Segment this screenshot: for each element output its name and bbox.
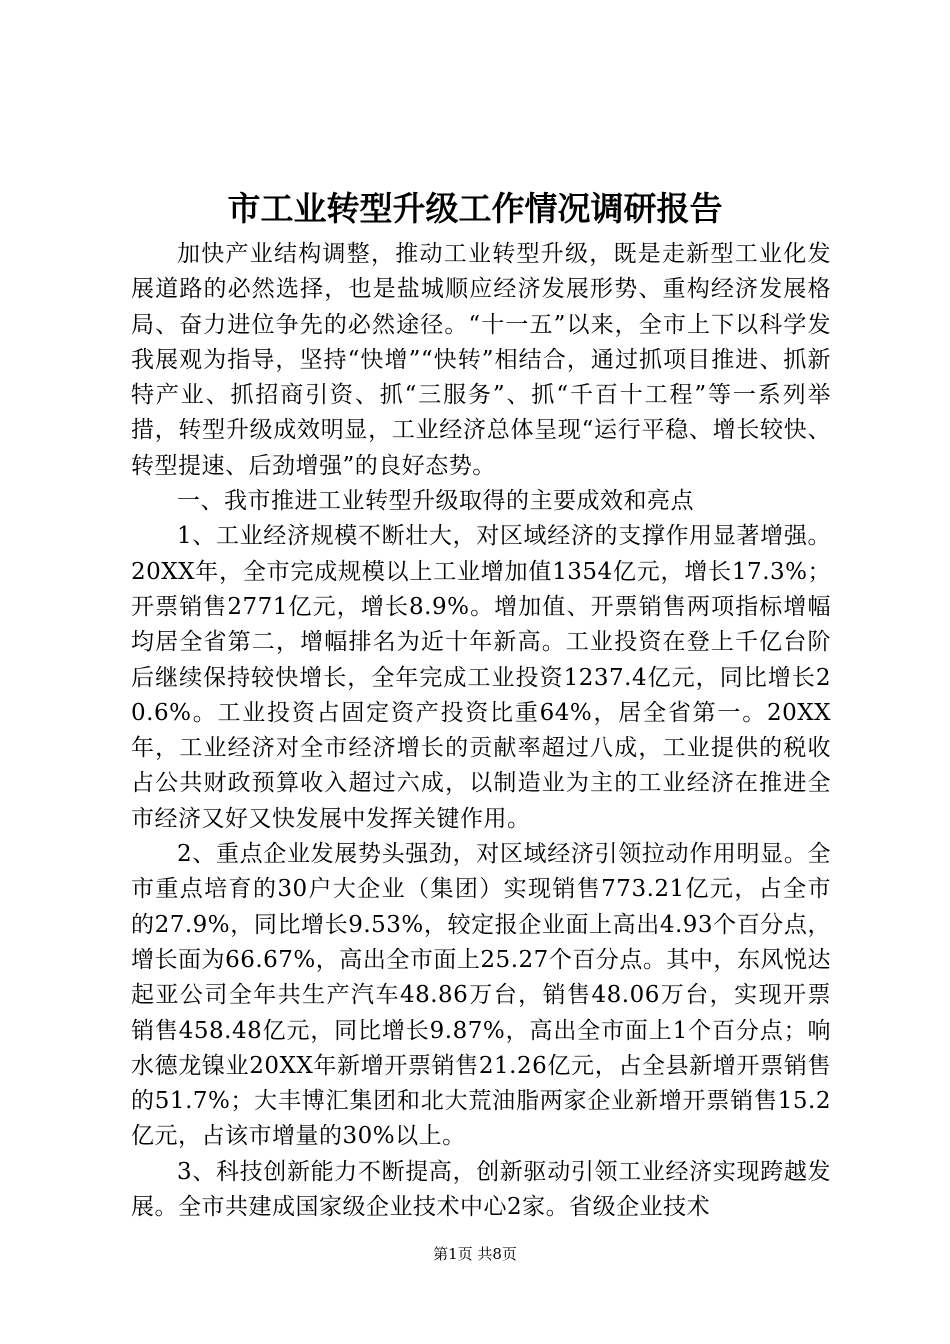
paragraph-item-1: 1、工业经济规模不断壮大，对区域经济的支撑作用显著增强。20XX年，全市完成规模以上工业增加值1354亿元，增长17.3%；开票销售2771亿元，增长8.9%。增加值、开票销售两项指标增幅均居全省第二，增幅排名为近十年新高。工业投资在登上千亿台阶后继续保持较快增长，全年完成工业投资1237.4亿元，同比增长20.6%。工业投资占固定资产投资比重64%，居全省第一。20XX年，工业经济对全市经济增长的贡献率超过八成，工业提供的税收占公共财政预算收入超过六成，以制造业为主的工业经济在推进全市经济又好又快发展中发挥关键作用。 [131, 523, 831, 832]
document-title: 市工业转型升级工作情况调研报告 [227, 189, 723, 228]
document-body [131, 237, 831, 1225]
page-footer: 第1页 共8页 [433, 1245, 517, 1263]
section-heading-1: 一、我市推进工业转型升级取得的主要成效和亮点 [177, 488, 694, 515]
paragraph-intro: 加快产业结构调整，推动工业转型升级，既是走新型工业化发展道路的必然选择，也是盐城顺应经济发展形势、重构经济发展格局、奋力进位争先的必然途径。“十一五”以来，全市上下以科学发我展观为指导，坚持“快增”“快转”相结合，通过抓项目推进、抓新特产业、抓招商引资、抓“三服务”、抓“千百十工程”等一系列举措，转型升级成效明显，工业经济总体呈现“运行平稳、增长较快、转型提速、后劲增强”的良好态势。 [131, 241, 831, 479]
paragraph-item-2: 2、重点企业发展势头强劲，对区域经济引领拉动作用明显。全市重点培育的30户大企业（集团）实现销售773.21亿元，占全市的27.9%，同比增长9.53%，较定报企业面上高出4.93个百分点，增长面为66.67%，高出全市面上25.27个百分点。其中，东风悦达起亚公司全年共生产汽车48.86万台，销售48.06万台，实现开票销售458.48亿元，同比增长9.87%，高出全市面上1个百分点；响水德龙镍业20XX年新增开票销售21.26亿元，占全县新增开票销售的51.7%；大丰博汇集团和北大荒油脂两家企业新增开票销售15.2亿元，占该市增量的30%以上。 [131, 841, 831, 1150]
paragraph-item-3: 3、科技创新能力不断提高，创新驱动引领工业经济实现跨越发展。全市共建成国家级企业技术中心2家。省级企业技术 [131, 1158, 831, 1221]
